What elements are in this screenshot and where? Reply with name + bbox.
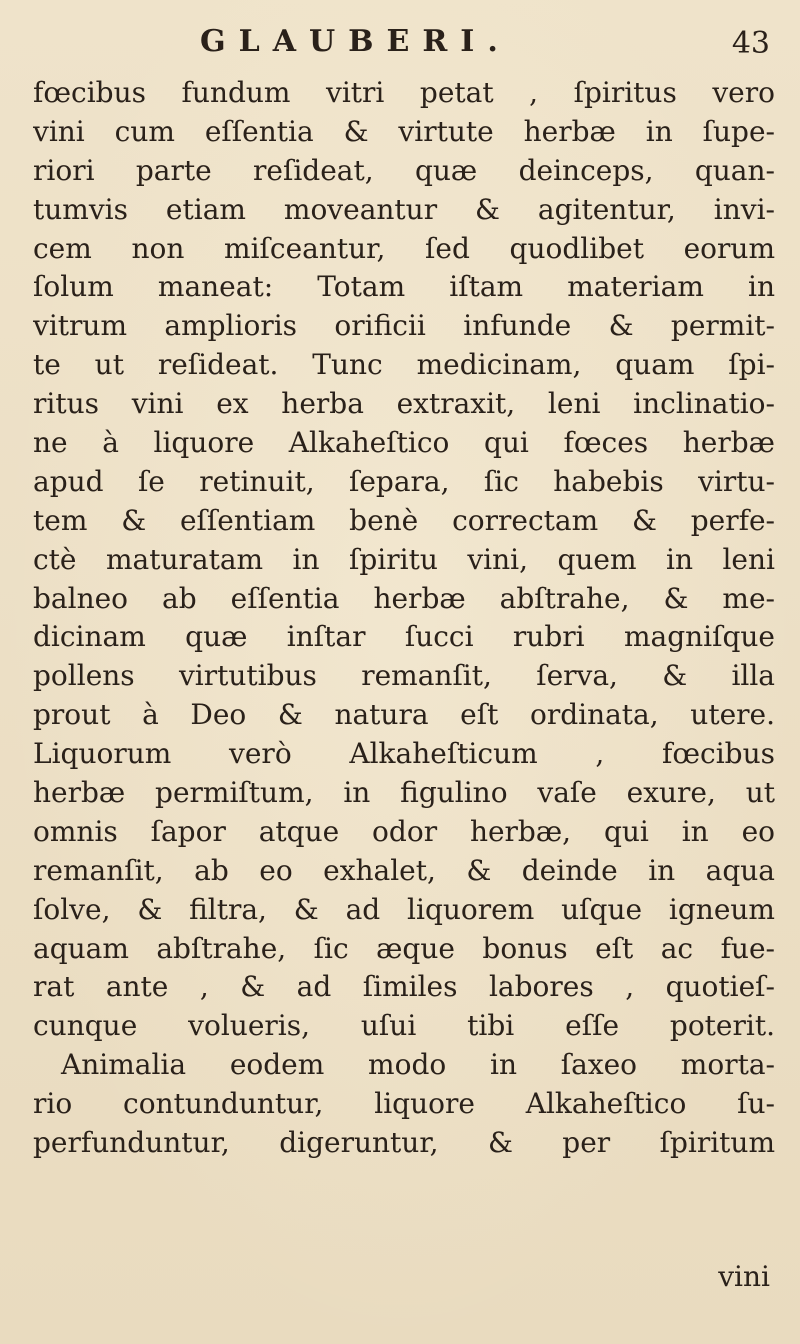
text-line: ritus vini ex herba extraxit, leni inclinatio- xyxy=(33,387,775,421)
text-line: rio contunduntur, liquore Alkaheſtico ſu- xyxy=(33,1087,775,1121)
text-line: remanſit, ab eo exhalet, & deinde in aqua xyxy=(33,853,775,887)
text-line: ne à liquore Alkaheſtico qui fœces herbæ xyxy=(33,426,775,460)
text-line: balneo ab eſſentia herbæ abſtrahe, & me- xyxy=(33,581,775,615)
text-line: ctè maturatam in ſpiritu vini, quem in leni xyxy=(33,542,775,576)
running-head: GLAUBERI. xyxy=(200,24,511,59)
text-line: apud ſe retinuit, ſepara, ſic habebis virtu- xyxy=(33,464,775,498)
text-line: prout à Deo & natura eſt ordinata, utere. xyxy=(33,698,775,732)
text-line: vitrum amplioris orificii infunde & permit- xyxy=(33,309,775,343)
page-number: 43 xyxy=(731,26,770,61)
text-line: perfunduntur, digeruntur, & per ſpiritum xyxy=(33,1126,775,1160)
text-line: cem non miſceantur, ſed quodlibet eorum xyxy=(33,231,775,265)
text-line: dicinam quæ inſtar ſucci rubri magniſque xyxy=(33,620,775,654)
text-line: te ut reſideat. Tunc medicinam, quam ſpi- xyxy=(33,348,775,382)
text-line: riori parte reſideat, quæ deinceps, quan- xyxy=(33,153,775,187)
text-line: omnis ſapor atque odor herbæ, qui in eo xyxy=(33,814,775,848)
page-header xyxy=(0,22,800,72)
page-footer xyxy=(0,1258,800,1298)
text-line: vini cum eſſentia & virtute herbæ in ſupe- xyxy=(33,114,775,148)
text-line: cunque volueris, uſui tibi eſſe poterit. xyxy=(33,1009,775,1043)
text-line: aquam abſtrahe, ſic æque bonus eſt ac fue- xyxy=(33,931,775,965)
text-line: pollens virtutibus remanſit, ſerva, & illa xyxy=(33,659,775,693)
text-line: ſolve, & filtra, & ad liquorem uſque igneum xyxy=(33,892,775,926)
text-line: tem & eſſentiam benè correctam & perfe- xyxy=(33,503,775,537)
text-line: rat ante , & ad ſimiles labores , quotieſ- xyxy=(33,970,775,1004)
text-line: Liquorum verò Alkaheſticum , fœcibus xyxy=(33,737,775,771)
body-text xyxy=(33,74,775,1163)
text-line: fœcibus fundum vitri petat , ſpiritus vero xyxy=(33,76,775,109)
text-line: tumvis etiam moveantur & agitentur, invi- xyxy=(33,192,775,226)
text-line: herbæ permiſtum, in figulino vaſe exure, ut xyxy=(33,776,775,810)
text-line-paragraph-start: Animalia eodem modo in ſaxeo morta- xyxy=(61,1048,775,1082)
catchword: vini xyxy=(718,1260,770,1293)
text-line: ſolum maneat: Totam iſtam materiam in xyxy=(33,270,775,304)
